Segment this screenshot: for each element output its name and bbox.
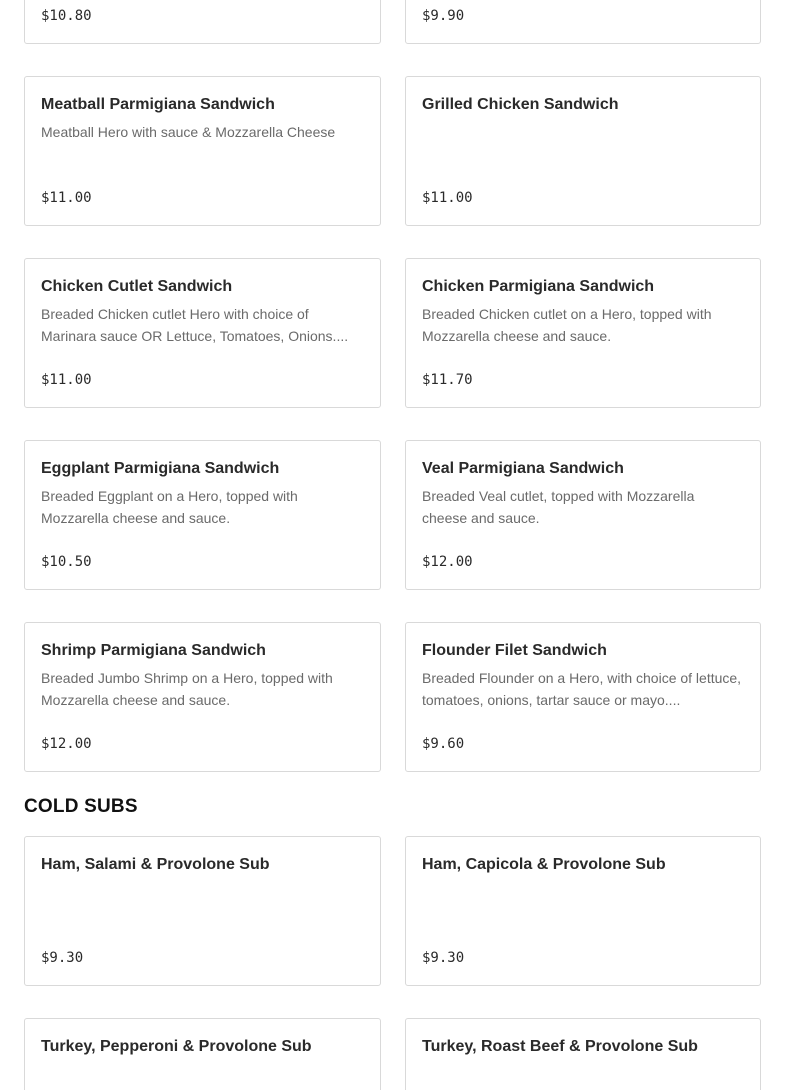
menu-item-description: Breaded Veal cutlet, topped with Mozzarella cheese and sauce. — [422, 488, 695, 526]
menu-item-name: Flounder Filet Sandwich — [422, 642, 607, 659]
menu-item-price: $9.90 — [422, 8, 465, 24]
menu-item-card[interactable] — [405, 440, 761, 590]
menu-item-name: Chicken Parmigiana Sandwich — [422, 278, 655, 295]
section-title-cold-subs: COLD SUBS — [24, 796, 138, 817]
menu-item-name: Grilled Chicken Sandwich — [422, 96, 619, 113]
menu-item-card[interactable] — [405, 836, 761, 986]
menu-item-price: $9.30 — [41, 950, 84, 966]
menu-item-card[interactable] — [405, 1018, 761, 1090]
menu-item-name: Turkey, Pepperoni & Provolone Sub — [41, 1038, 312, 1055]
menu-item-description: Breaded Flounder on a Hero, with choice of lettuce, tomatoes, onions, tartar sauce or mayo.... — [422, 670, 742, 708]
menu-item-price: $10.80 — [41, 8, 92, 24]
menu-item-card[interactable] — [24, 258, 381, 408]
menu-item-price: $12.00 — [422, 554, 473, 570]
menu-item-description: Breaded Jumbo Shrimp on a Hero, topped with Mozzarella cheese and sauce. — [41, 670, 333, 708]
menu-item-name: Shrimp Parmigiana Sandwich — [41, 642, 266, 659]
menu-item-card[interactable] — [24, 836, 381, 986]
menu-item-price: $9.60 — [422, 736, 465, 752]
menu-item-price: $11.00 — [422, 190, 473, 206]
menu-item-price: $10.50 — [41, 554, 92, 570]
menu-item-name: Veal Parmigiana Sandwich — [422, 460, 624, 477]
menu-item-card[interactable] — [24, 76, 381, 226]
menu-item-card[interactable] — [24, 1018, 381, 1090]
menu-item-price: $12.00 — [41, 736, 92, 752]
menu-item-description: Breaded Chicken cutlet on a Hero, topped with Mozzarella cheese and sauce. — [422, 306, 712, 344]
menu-item-card[interactable] — [405, 76, 761, 226]
menu-item-card[interactable] — [24, 622, 381, 772]
menu-item-price: $11.00 — [41, 372, 92, 388]
menu-item-price: $11.00 — [41, 190, 92, 206]
menu-item-price: $11.70 — [422, 372, 473, 388]
menu-item-description: Breaded Chicken cutlet Hero with choice of Marinara sauce OR Lettuce, Tomatoes, Onions.... — [41, 306, 349, 344]
menu-item-card[interactable] — [405, 0, 761, 44]
menu-item-name: Turkey, Roast Beef & Provolone Sub — [422, 1038, 698, 1055]
menu-item-name: Ham, Salami & Provolone Sub — [41, 856, 270, 873]
menu-item-card[interactable] — [24, 440, 381, 590]
menu-item-price: $9.30 — [422, 950, 465, 966]
menu-item-card[interactable] — [24, 0, 381, 44]
menu-item-description: Breaded Eggplant on a Hero, topped with Mozzarella cheese and sauce. — [41, 488, 298, 526]
menu-item-description: Meatball Hero with sauce & Mozzarella Cheese — [41, 124, 336, 140]
menu-item-name: Chicken Cutlet Sandwich — [41, 278, 233, 295]
menu-item-name: Eggplant Parmigiana Sandwich — [41, 460, 280, 477]
menu-item-name: Ham, Capicola & Provolone Sub — [422, 856, 666, 873]
menu-item-name: Meatball Parmigiana Sandwich — [41, 96, 275, 113]
menu-item-card[interactable] — [405, 622, 761, 772]
menu-item-card[interactable] — [405, 258, 761, 408]
